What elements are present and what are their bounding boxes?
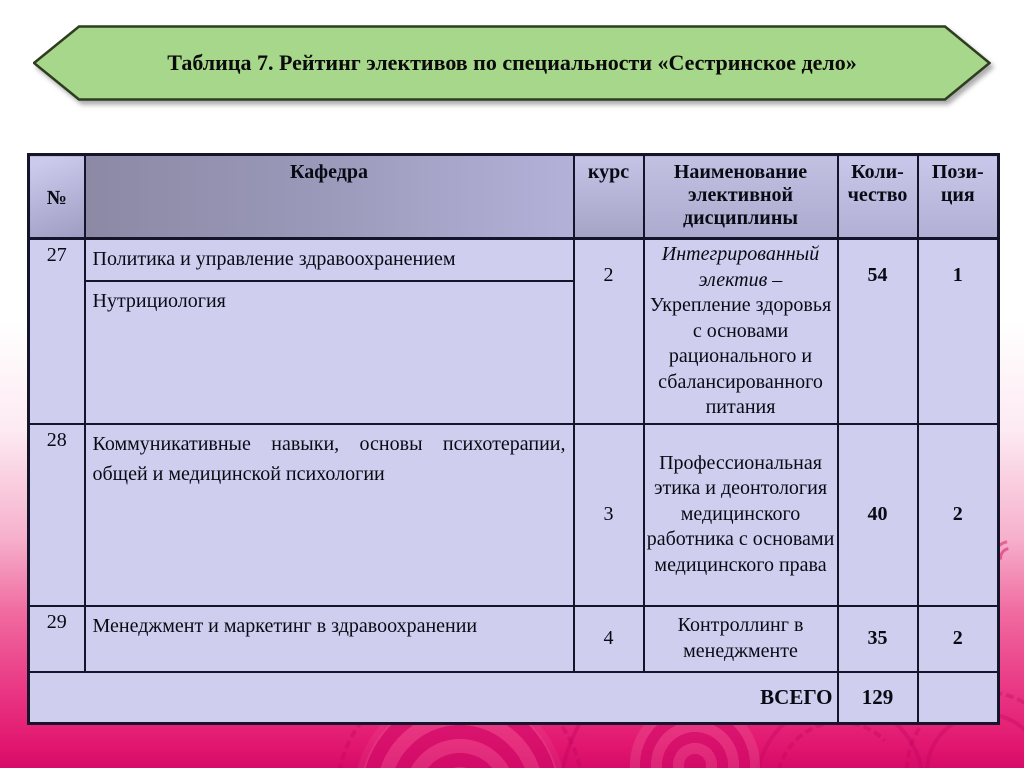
cell-position: 2	[918, 424, 999, 606]
cell-discipline: Профессиональная этика и деонтология медицинского работника с основами медицинского права	[644, 424, 838, 606]
cell-count: 35	[838, 606, 918, 672]
cell-position: 1	[918, 239, 999, 424]
total-position-empty	[918, 672, 999, 724]
header-num: №	[29, 155, 85, 239]
header-count: Коли-чество	[838, 155, 918, 239]
cell-position: 2	[918, 606, 999, 672]
cell-count: 54	[838, 239, 918, 424]
slide-title: Таблица 7. Рейтинг элективов по специальности «Сестринское дело»	[167, 50, 857, 75]
cell-row-number: 28	[29, 424, 85, 606]
header-discipline: Наименование элективной дисциплины	[644, 155, 838, 239]
total-count: 129	[838, 672, 918, 724]
table-total-row	[29, 672, 999, 724]
header-position: Пози-ция	[918, 155, 999, 239]
cell-department: Коммуникативные навыки, основы психотерапии, общей и медицинской психологии	[85, 424, 574, 606]
cell-discipline: Контроллинг в менеджменте	[644, 606, 838, 672]
table-row	[29, 424, 999, 606]
cell-row-number: 29	[29, 606, 85, 672]
cell-count: 40	[838, 424, 918, 606]
discipline-text: Укрепление здоровья с основами рационального и сбалансированного питания	[649, 294, 832, 418]
table-row	[29, 606, 999, 672]
cell-department: Менеджмент и маркетинг в здравоохранении	[85, 606, 574, 672]
cell-department	[85, 239, 574, 424]
table-header-row	[29, 155, 999, 239]
department-entry: Нутрициология	[92, 290, 226, 312]
header-course: курс	[574, 155, 644, 239]
total-label: ВСЕГО	[29, 672, 838, 724]
cell-discipline	[644, 239, 838, 424]
discipline-emphasized: Интегрированный электив –	[661, 243, 820, 291]
department-entry: Политика и управление здравоохранением	[86, 244, 573, 282]
cell-row-number: 27	[29, 239, 85, 424]
cell-course: 3	[574, 424, 644, 606]
cell-course: 4	[574, 606, 644, 672]
electives-table	[27, 153, 1000, 725]
cell-course: 2	[574, 239, 644, 424]
header-department: Кафедра	[85, 155, 574, 239]
table-row	[29, 239, 999, 424]
title-banner	[33, 25, 991, 101]
